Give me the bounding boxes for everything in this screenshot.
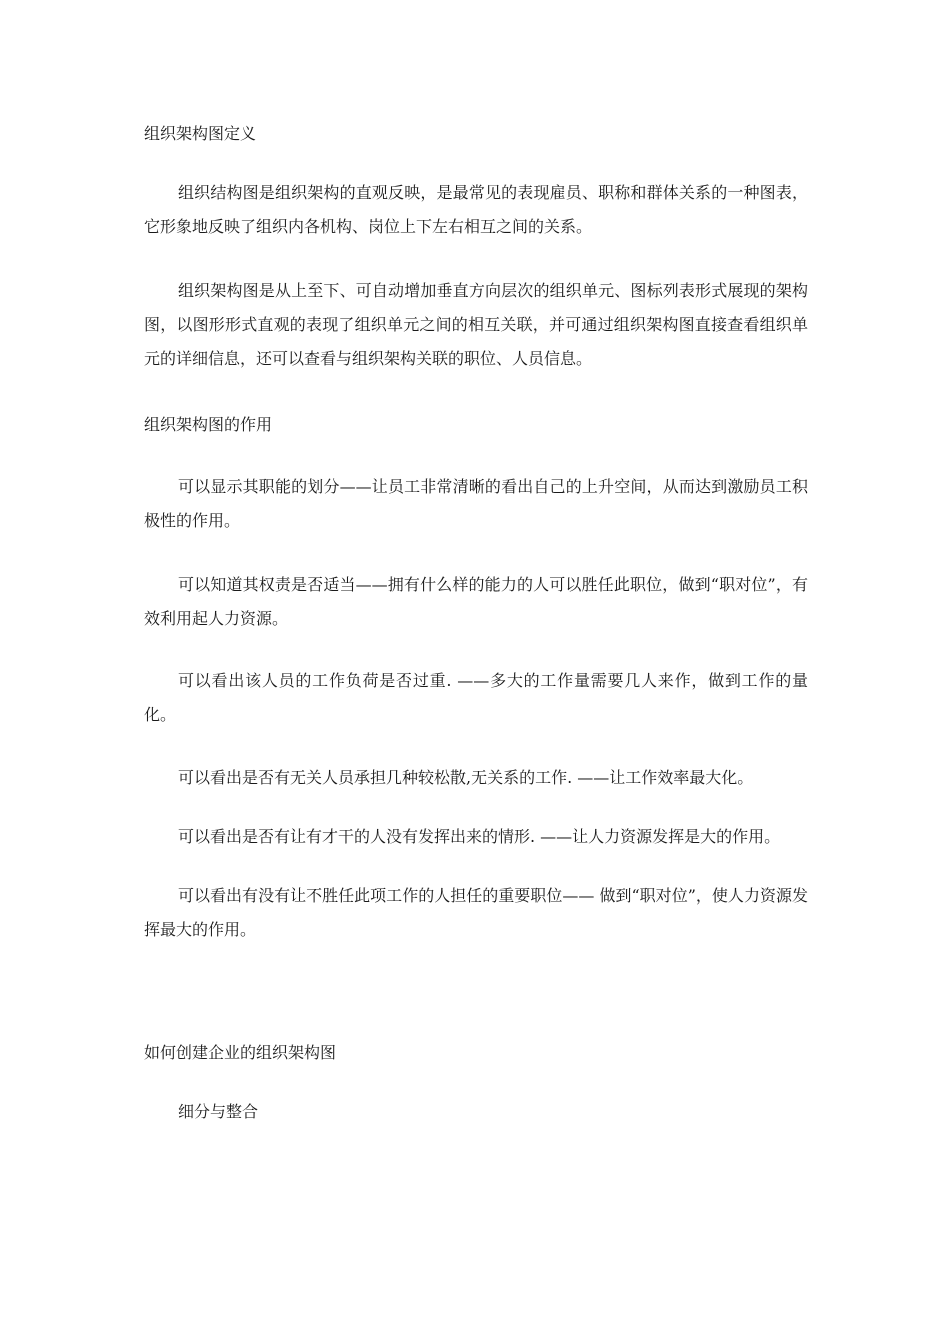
paragraph-definition-1: 组织结构图是组织架构的直观反映，是最常见的表现雇员、职称和群体关系的一种图表，它形象地反映了组织内各机构、岗位上下左右相互之间的关系。 <box>144 183 808 236</box>
section-heading-purpose: 组织架构图的作用 <box>144 415 273 434</box>
paragraph-definition-2: 组织架构图是从上至下、可自动增加垂直方向层次的组织单元、图标列表形式展现的架构图，以图形形式直观的表现了组织单元之间的相互关联，并可通过组织架构图直接查看组织单元的详细信息，还可以查看与组织架构关联的职位、人员信息。 <box>144 281 808 368</box>
section-heading-how-to-create: 如何创建企业的组织架构图 <box>144 1043 337 1062</box>
section-heading-definition: 组织架构图定义 <box>144 124 257 143</box>
paragraph-purpose-2: 可以知道其权责是否适当——拥有什么样的能力的人可以胜任此职位，做到“职对位”，有效利用起人力资源。 <box>144 575 808 628</box>
paragraph-purpose-1: 可以显示其职能的划分——让员工非常清晰的看出自己的上升空间，从而达到激励员工积极性的作用。 <box>144 477 808 530</box>
subheading-subdivide-integrate: 细分与整合 <box>178 1102 259 1121</box>
paragraph-purpose-4: 可以看出是否有无关人员承担几种较松散,无关系的工作. ——让工作效率最大化。 <box>178 768 754 787</box>
paragraph-purpose-6: 可以看出有没有让不胜任此项工作的人担任的重要职位—— 做到“职对位”，使人力资源发挥最大的作用。 <box>144 886 808 939</box>
paragraph-purpose-5: 可以看出是否有让有才干的人没有发挥出来的情形. ——让人力资源发挥是大的作用。 <box>178 827 781 846</box>
paragraph-purpose-3: 可以看出该人员的工作负荷是否过重. ——多大的工作量需要几人来作，做到工作的量化。 <box>144 671 808 724</box>
